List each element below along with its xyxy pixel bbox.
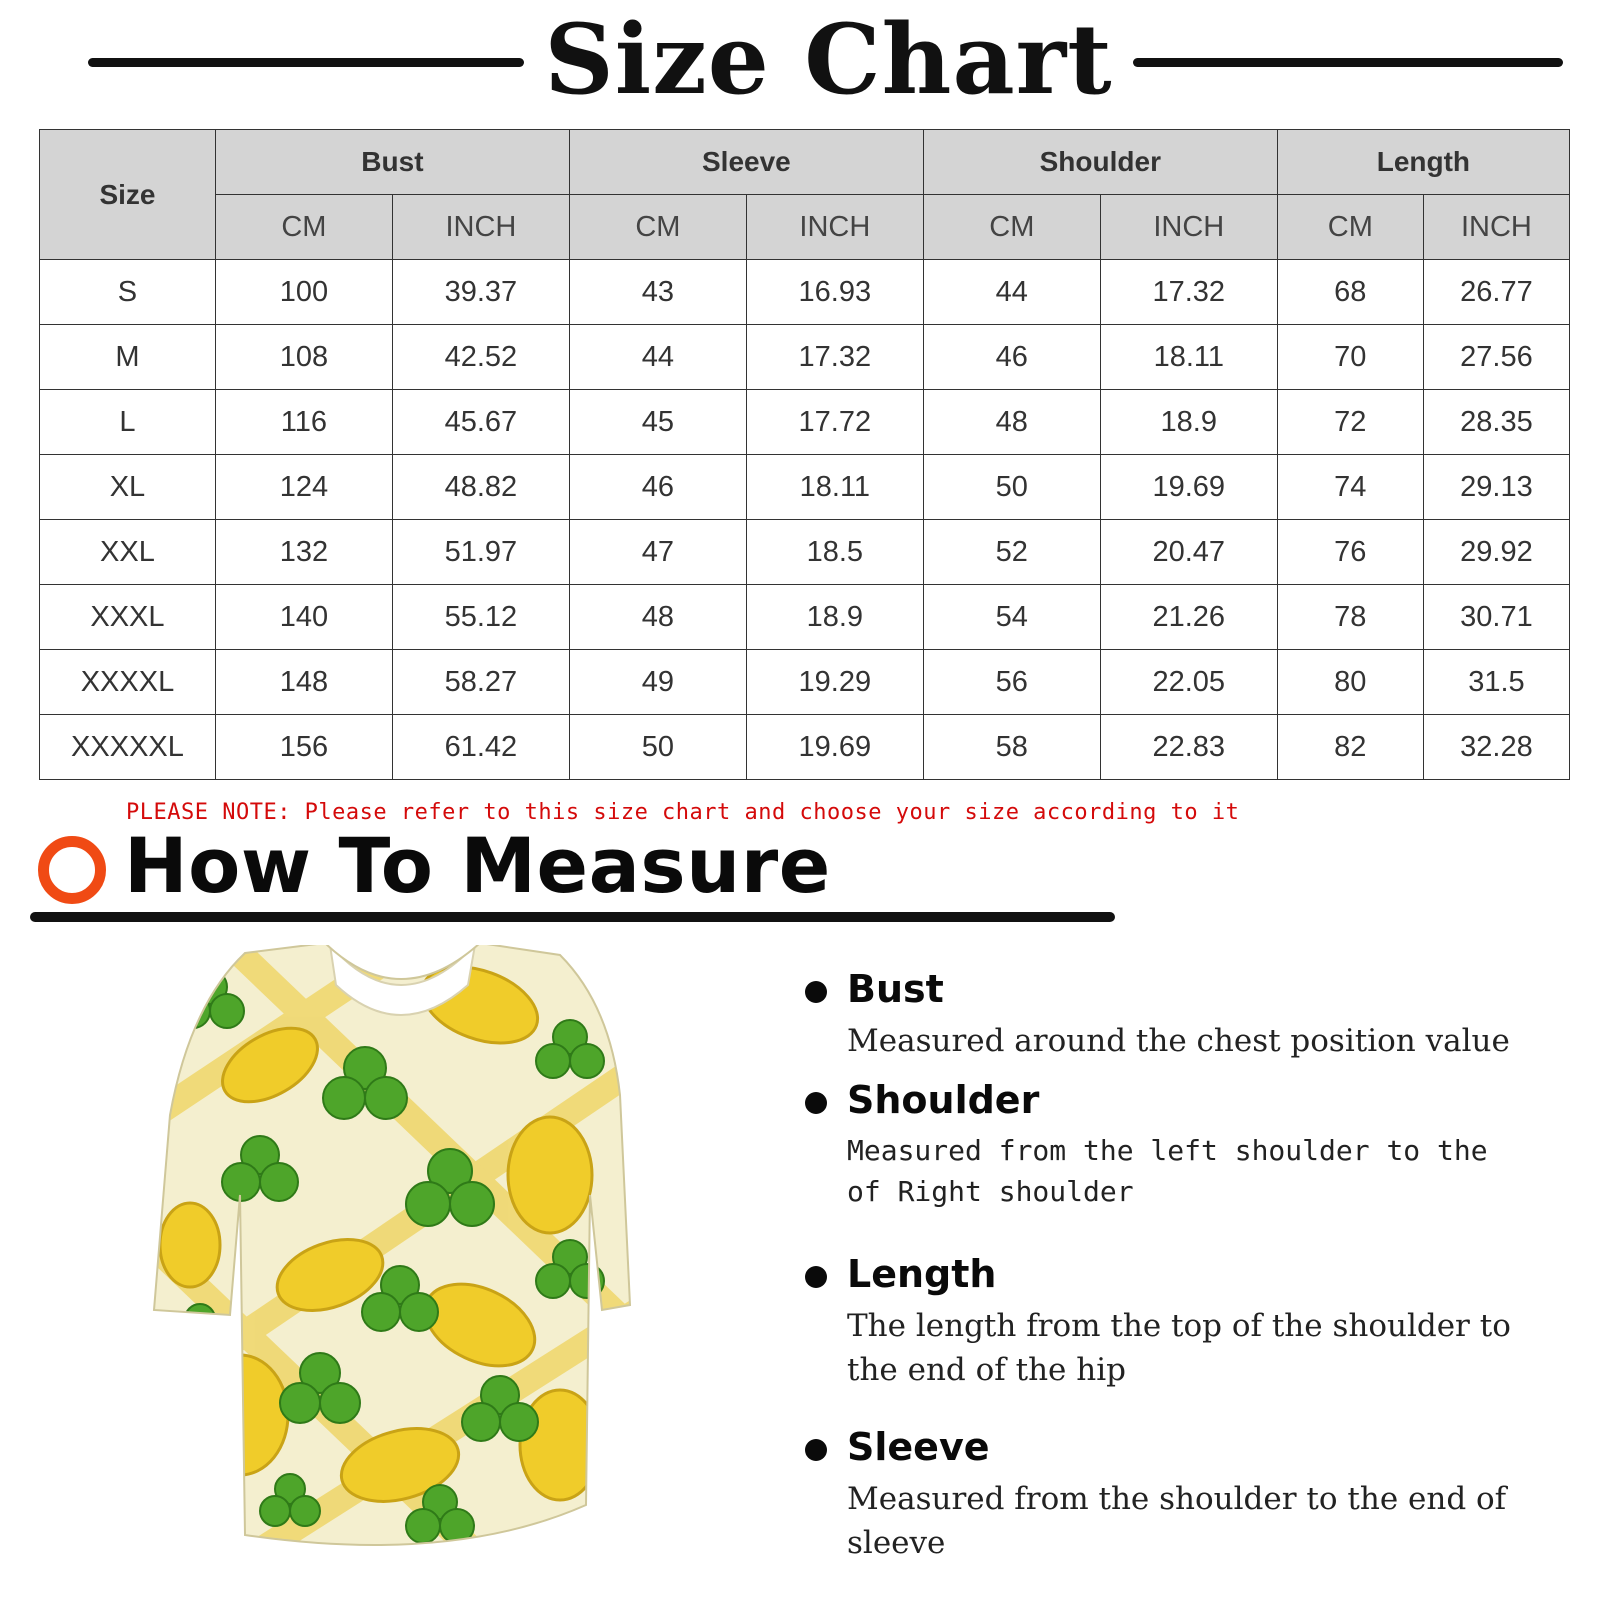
table-cell: 47: [569, 520, 746, 585]
unit-header: INCH: [1100, 195, 1277, 260]
table-cell: 16.93: [746, 260, 923, 325]
table-cell: 72: [1277, 390, 1423, 455]
table-cell: 30.71: [1423, 585, 1569, 650]
table-cell: 82: [1277, 715, 1423, 780]
table-cell: 116: [215, 390, 392, 455]
table-cell: 19.69: [746, 715, 923, 780]
measure-description: The length from the top of the shoulder to the end of the hip: [847, 1308, 1511, 1388]
table-cell: 28.35: [1423, 390, 1569, 455]
size-cell: XXXXXL: [40, 715, 216, 780]
table-cell: 61.42: [392, 715, 569, 780]
table-cell: 20.47: [1100, 520, 1277, 585]
table-cell: 27.56: [1423, 325, 1569, 390]
table-cell: 100: [215, 260, 392, 325]
table-cell: 19.69: [1100, 455, 1277, 520]
table-row: [40, 715, 1570, 780]
table-cell: 68: [1277, 260, 1423, 325]
table-cell: 18.5: [746, 520, 923, 585]
size-cell: S: [40, 260, 216, 325]
table-cell: 54: [923, 585, 1100, 650]
table-cell: 17.72: [746, 390, 923, 455]
shirt-image: [150, 945, 650, 1565]
section-divider: [30, 912, 1115, 922]
bullet-icon: [805, 1439, 827, 1461]
table-cell: 29.13: [1423, 455, 1569, 520]
table-cell: 44: [923, 260, 1100, 325]
how-to-measure-title: How To Measure: [124, 821, 831, 910]
table-row: [40, 390, 1570, 455]
unit-header: CM: [1277, 195, 1423, 260]
table-cell: 78: [1277, 585, 1423, 650]
table-cell: 22.05: [1100, 650, 1277, 715]
unit-header: CM: [569, 195, 746, 260]
measure-label: Length: [847, 1252, 997, 1296]
table-cell: 124: [215, 455, 392, 520]
sleeve-header: Sleeve: [569, 130, 923, 195]
table-cell: 29.92: [1423, 520, 1569, 585]
table-cell: 51.97: [392, 520, 569, 585]
table-cell: 50: [923, 455, 1100, 520]
table-cell: 26.77: [1423, 260, 1569, 325]
table-cell: 18.9: [746, 585, 923, 650]
title-rule-right: [1133, 58, 1563, 67]
table-cell: 50: [569, 715, 746, 780]
table-cell: 39.37: [392, 260, 569, 325]
table-cell: 43: [569, 260, 746, 325]
table-cell: 48.82: [392, 455, 569, 520]
table-cell: 46: [569, 455, 746, 520]
table-cell: 45: [569, 390, 746, 455]
table-cell: 108: [215, 325, 392, 390]
size-chart-header: [0, 0, 1600, 120]
table-cell: 19.29: [746, 650, 923, 715]
table-cell: 48: [923, 390, 1100, 455]
table-cell: 45.67: [392, 390, 569, 455]
table-cell: 31.5: [1423, 650, 1569, 715]
title-rule-left: [88, 58, 524, 67]
table-cell: 17.32: [746, 325, 923, 390]
table-cell: 55.12: [392, 585, 569, 650]
unit-header: CM: [215, 195, 392, 260]
unit-header: CM: [923, 195, 1100, 260]
table-cell: 48: [569, 585, 746, 650]
table-row: [40, 260, 1570, 325]
table-row: [40, 520, 1570, 585]
table-cell: 56: [923, 650, 1100, 715]
table-row: [40, 325, 1570, 390]
table-cell: 52: [923, 520, 1100, 585]
table-row: [40, 585, 1570, 650]
measure-label: Sleeve: [847, 1425, 990, 1469]
unit-header: INCH: [746, 195, 923, 260]
shoulder-header: Shoulder: [923, 130, 1277, 195]
bust-header: Bust: [215, 130, 569, 195]
table-cell: 74: [1277, 455, 1423, 520]
measure-label: Bust: [847, 967, 944, 1011]
circle-icon: [38, 836, 106, 904]
unit-header: INCH: [392, 195, 569, 260]
page-title: Size Chart: [544, 3, 1113, 116]
table-row: [40, 650, 1570, 715]
measure-description: Measured from the shoulder to the end of sleeve: [847, 1481, 1507, 1561]
size-table: [39, 129, 1570, 780]
size-cell: M: [40, 325, 216, 390]
table-cell: 18.11: [1100, 325, 1277, 390]
table-cell: 140: [215, 585, 392, 650]
table-body: [40, 260, 1570, 780]
table-cell: 70: [1277, 325, 1423, 390]
table-cell: 80: [1277, 650, 1423, 715]
bullet-icon: [805, 1266, 827, 1288]
table-cell: 17.32: [1100, 260, 1277, 325]
table-cell: 76: [1277, 520, 1423, 585]
table-cell: 58.27: [392, 650, 569, 715]
table-cell: 22.83: [1100, 715, 1277, 780]
table-cell: 44: [569, 325, 746, 390]
table-cell: 49: [569, 650, 746, 715]
size-cell: XXL: [40, 520, 216, 585]
size-cell: L: [40, 390, 216, 455]
size-column-header: Size: [40, 130, 216, 260]
table-cell: 18.9: [1100, 390, 1277, 455]
size-cell: XXXXL: [40, 650, 216, 715]
table-cell: 148: [215, 650, 392, 715]
size-note: PLEASE NOTE: Please refer to this size chart and choose your size according to it: [126, 800, 1240, 825]
measure-description: Measured from the left shoulder to the of Right shoulder: [847, 1134, 1488, 1208]
table-cell: 58: [923, 715, 1100, 780]
measure-description: Measured around the chest position value: [847, 1023, 1510, 1059]
table-cell: 32.28: [1423, 715, 1569, 780]
shirt-illustration: [150, 945, 650, 1565]
table-cell: 21.26: [1100, 585, 1277, 650]
size-cell: XL: [40, 455, 216, 520]
table-cell: 42.52: [392, 325, 569, 390]
table-cell: 132: [215, 520, 392, 585]
bullet-icon: [805, 1092, 827, 1114]
unit-header: INCH: [1423, 195, 1569, 260]
table-row: [40, 455, 1570, 520]
size-cell: XXXL: [40, 585, 216, 650]
table-cell: 46: [923, 325, 1100, 390]
measure-label: Shoulder: [847, 1078, 1040, 1122]
table-cell: 18.11: [746, 455, 923, 520]
table-cell: 156: [215, 715, 392, 780]
length-header: Length: [1277, 130, 1569, 195]
bullet-icon: [805, 981, 827, 1003]
